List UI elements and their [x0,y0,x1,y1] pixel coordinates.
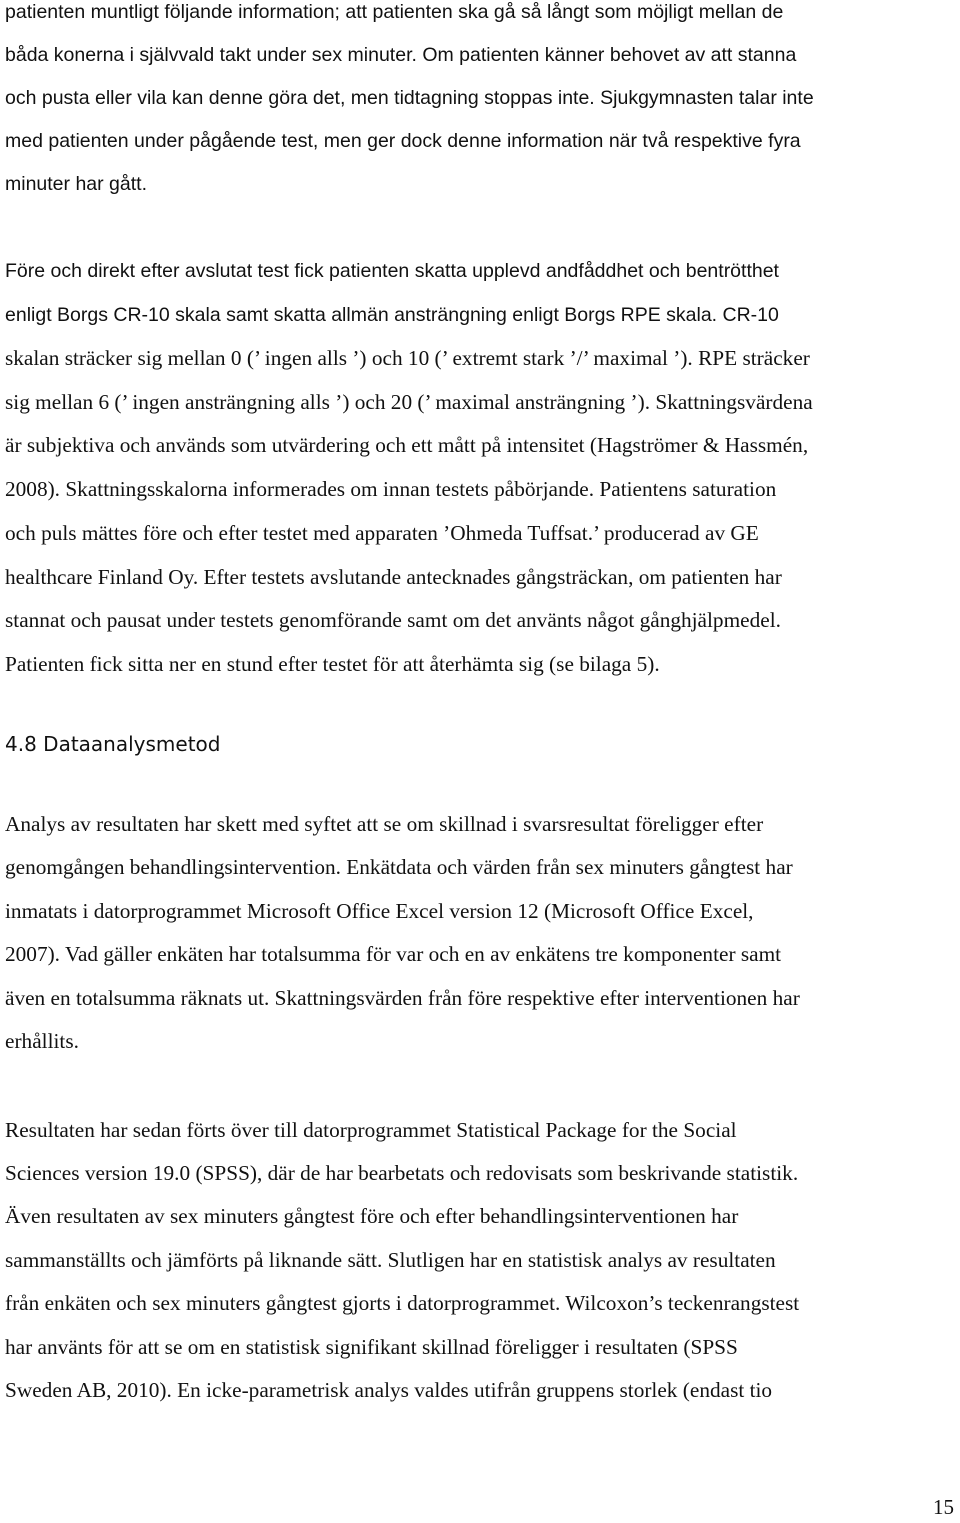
text-line: från enkäten och sex minuters gångtest gjorts i datorprogrammet. Wilcoxon’s teckenrangstest [5,1291,800,1315]
text-line: erhållits. [5,1029,79,1053]
text-line: Sweden AB, 2010). En icke-parametrisk analys valdes utifrån gruppens storlek (endast tio [5,1378,773,1402]
text-line: stannat och pausat under testets genomförande samt om det använts något gånghjälpmedel. [5,608,781,632]
text-line: patienten muntligt följande information; att patienten ska gå så långt som möjligt mellan de [5,1,784,23]
text-line: och pusta eller vila kan denne göra det, men tidtagning stoppas inte. Sjukgymnasten talar inte [5,87,814,109]
text-line: Även resultaten av sex minuters gångtest före och efter behandlingsinterventionen har [5,1204,739,1228]
text-line: healthcare Finland Oy. Efter testets avslutande antecknades gångsträckan, om patienten har [5,565,782,589]
text-line: 2008). Skattningsskalorna informerades om innan testets påbörjande. Patientens saturation [5,477,777,501]
text-line: Analys av resultaten har skett med syftet att se om skillnad i svarsresultat föreligger efter [5,812,764,836]
text-line: båda konerna i självvald takt under sex minuter. Om patienten känner behovet av att stanna [5,44,797,66]
text-line: skalan sträcker sig mellan 0 (’ ingen alls ’) och 10 (’ extremt stark ’/’ maximal ’). RPE sträcker [5,346,810,370]
text-line: Patienten fick sitta ner en stund efter testet för att återhämta sig (se bilaga 5). [5,652,660,676]
text-line: minuter har gått. [5,173,147,195]
text-line: sig mellan 6 (’ ingen ansträngning alls ’) och 20 (’ maximal ansträngning ’). Skattningsvärdena [5,390,813,414]
text-line: 2007). Vad gäller enkäten har totalsumma för var och en av enkätens tre komponenter samt [5,942,782,966]
text-line: enligt Borgs CR-10 skala samt skatta allmän ansträngning enligt Borgs RPE skala. CR-10 [5,304,779,326]
section-heading: 4.8 Dataanalysmetod [5,732,221,756]
page-number: 15 [933,1495,954,1519]
text-line: Sciences version 19.0 (SPSS), där de har bearbetats och redovisats som beskrivande statistik. [5,1161,799,1185]
text-line: genomgången behandlingsintervention. Enkätdata och värden från sex minuters gångtest har [5,855,793,879]
text-line: är subjektiva och används som utvärdering och ett mått på intensitet (Hagströmer & Hassmén, [5,433,809,457]
text-line: med patienten under pågående test, men ger dock denne information när två respektive fyra [5,130,801,152]
text-line: Resultaten har sedan förts över till datorprogrammet Statistical Package for the Social [5,1118,737,1142]
text-line: även en totalsumma räknats ut. Skattningsvärden från före respektive efter interventionen har [5,986,800,1010]
text-line: Före och direkt efter avslutat test fick patienten skatta upplevd andfåddhet och bentrötthet [5,260,779,282]
text-line: och puls mättes före och efter testet med apparaten ’Ohmeda Tuffsat.’ producerad av GE [5,521,759,545]
text-line: har använts för att se om en statistisk signifikant skillnad föreligger i resultaten (SPSS [5,1335,738,1359]
text-line: inmatats i datorprogrammet Microsoft Office Excel version 12 (Microsoft Office Excel, [5,899,754,923]
text-line: sammanställts och jämförts på liknande sätt. Slutligen har en statistisk analys av resultaten [5,1248,776,1272]
